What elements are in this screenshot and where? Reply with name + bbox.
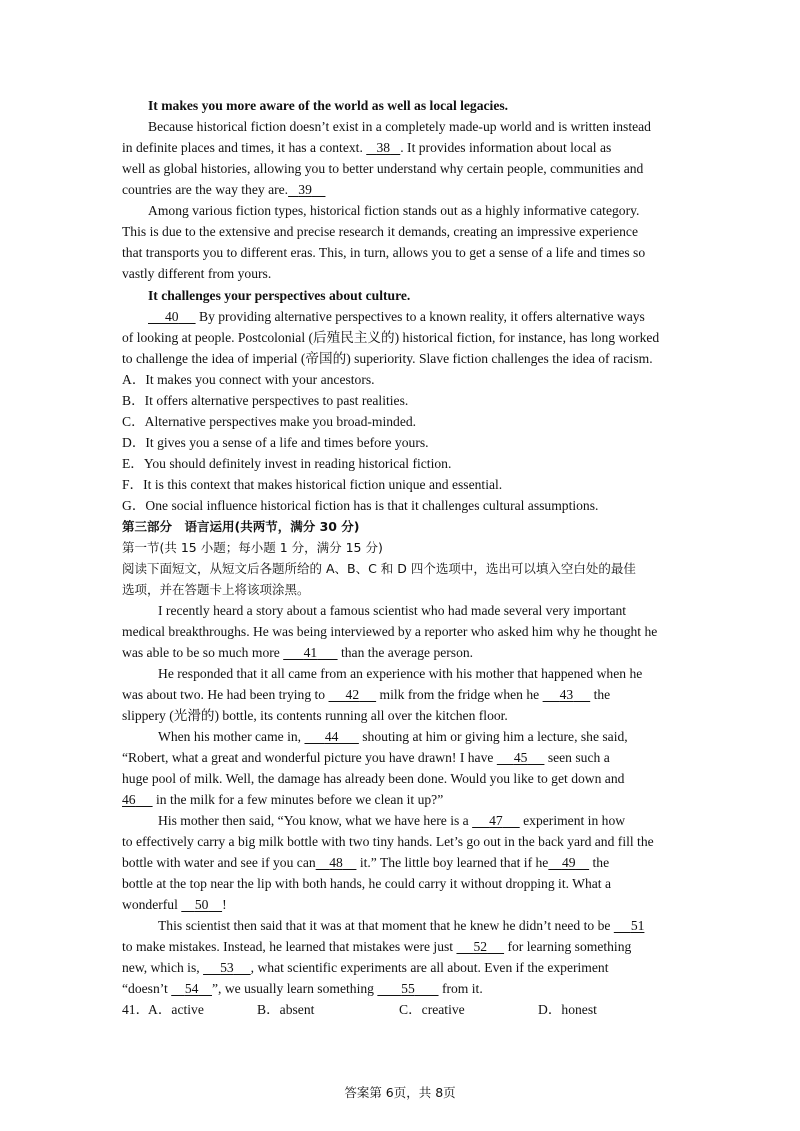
text-span: than the average person. xyxy=(340,645,474,660)
story-line xyxy=(158,916,718,936)
option-d: D．It gives you a sense of a life and times before yours. xyxy=(122,435,429,450)
option-a: A．It makes you connect with your ancestors. xyxy=(122,372,375,387)
page-footer: 答案第 6页，共 8页 xyxy=(344,1085,456,1100)
blank-40: 40 xyxy=(165,309,179,324)
text-span: ”, we usually learn something xyxy=(212,981,374,996)
text-span: bottle with water and see if you can xyxy=(122,855,316,870)
paragraph-line xyxy=(122,138,682,158)
text-span: , what scientific experiments are all about. Even if the experiment xyxy=(250,960,609,975)
text-span: ! xyxy=(222,897,227,912)
text-span: When his mother came in, xyxy=(158,729,302,744)
paragraph-line: Among various fiction types, historical fiction stands out as a highly informative category. xyxy=(148,203,640,218)
text-span: was able to be so much more xyxy=(122,645,280,660)
blank-43: 43 xyxy=(559,687,574,702)
question-41-option-b: B．absent xyxy=(257,1002,315,1017)
blank-45: 45 xyxy=(513,750,528,765)
story-line xyxy=(158,727,718,747)
option-b: B．It offers alternative perspectives to past realities. xyxy=(122,393,409,408)
question-41-number: 41． xyxy=(122,1002,150,1017)
blank-51: 51 xyxy=(630,918,645,933)
story-line: slippery (光滑的) bottle, its contents running all over the kitchen floor. xyxy=(122,708,508,723)
text-span: countries are the way they are. xyxy=(122,182,289,197)
instruction-line: 阅读下面短文，从短文后各题所给的 A、B、C 和 D 四个选项中，选出可以填入空白处的最佳 xyxy=(122,561,636,576)
text-span: milk from the fridge when he xyxy=(379,687,540,702)
text-span: experiment in how xyxy=(523,813,626,828)
text-span: shouting at him or giving him a lecture, she said, xyxy=(362,729,628,744)
paragraph-line xyxy=(148,307,708,327)
question-41-option-d: D．honest xyxy=(538,1002,597,1017)
text-span: new, which is, xyxy=(122,960,200,975)
story-line: huge pool of milk. Well, the damage has already been done. Would you like to get down and xyxy=(122,771,625,786)
blank-54: 54 xyxy=(184,981,199,996)
text-span: the xyxy=(593,687,611,702)
section-heading-legacies: It makes you more aware of the world as well as local legacies. xyxy=(148,98,509,113)
story-line: to effectively carry a big milk bottle with two tiny hands. Let’s go out in the back yard and fill the xyxy=(122,834,654,849)
story-line xyxy=(122,937,682,957)
option-e: E．You should definitely invest in reading historical fiction. xyxy=(122,456,452,471)
story-line xyxy=(122,853,682,873)
blank-38: 38 xyxy=(376,140,391,155)
paragraph-line: to challenge the idea of imperial (帝国的) superiority. Slave fiction challenges the idea of racism. xyxy=(122,351,653,366)
text-span: in definite places and times, it has a context. xyxy=(122,140,363,155)
text-span: was about two. He had been trying to xyxy=(122,687,326,702)
option-c: C．Alternative perspectives make you broad-minded. xyxy=(122,414,417,429)
paragraph-line: well as global histories, allowing you to better understand why certain people, communities and xyxy=(122,161,644,176)
story-line: medical breakthroughs. He was being interviewed by a reporter who asked him why he thought he xyxy=(122,624,658,639)
question-41-option-c: C．creative xyxy=(399,1002,465,1017)
blank-46: 46 xyxy=(122,792,136,807)
story-line: bottle at the top near the lip with both hands, he could carry it without dropping it. What a xyxy=(122,876,612,891)
part-title: 第三部分 语言运用(共两节，满分 30 分) xyxy=(122,519,360,534)
text-span: This scientist then said that it was at that moment that he knew he didn’t need to be xyxy=(158,918,611,933)
text-span: for learning something xyxy=(507,939,632,954)
text-span: wonderful xyxy=(122,897,178,912)
story-line xyxy=(122,790,682,810)
paragraph-line: that transports you to different eras. This, in turn, allows you to get a sense of a life and times so xyxy=(122,245,646,260)
blank-48: 48 xyxy=(329,855,343,870)
text-span: “Robert, what a great and wonderful picture you have drawn! I have xyxy=(122,750,494,765)
blank-39: 39 xyxy=(298,182,312,197)
question-41-option-a: A．active xyxy=(148,1002,204,1017)
option-f: F．It is this context that makes historical fiction unique and essential. xyxy=(122,477,503,492)
instruction-line: 选项，并在答题卡上将该项涂黑。 xyxy=(122,582,310,597)
paragraph-line: Because historical fiction doesn’t exist in a completely made-up world and is written instead xyxy=(148,119,651,134)
story-line xyxy=(122,895,682,915)
story-line xyxy=(122,685,682,705)
blank-50: 50 xyxy=(194,897,209,912)
text-span: seen such a xyxy=(547,750,610,765)
blank-47: 47 xyxy=(489,813,503,828)
paragraph-line: This is due to the extensive and precise research it demands, creating an impressive experience xyxy=(122,224,638,239)
blank-41: 41 xyxy=(303,645,318,660)
text-span: from it. xyxy=(441,981,483,996)
story-line xyxy=(122,643,682,663)
blank-55: 55 xyxy=(401,981,415,996)
paragraph-line xyxy=(122,180,682,200)
text-span: to make mistakes. Instead, he learned that mistakes were just xyxy=(122,939,454,954)
story-line xyxy=(158,811,718,831)
paragraph-line: of looking at people. Postcolonial (后殖民主义的) historical fiction, for instance, has long worked xyxy=(122,330,660,345)
blank-44: 44 xyxy=(324,729,339,744)
text-span: . It provides information about local as xyxy=(400,140,612,155)
story-line xyxy=(122,748,682,768)
story-line xyxy=(122,958,682,978)
option-g: G．One social influence historical fiction has is that it challenges cultural assumptions. xyxy=(122,498,599,513)
paragraph-line: vastly different from yours. xyxy=(122,266,272,281)
text-span: in the milk for a few minutes before we clean it up?” xyxy=(156,792,444,807)
story-line xyxy=(122,979,682,999)
section-title: 第一节(共 15 小题；每小题 1 分，满分 15 分) xyxy=(122,540,383,555)
blank-52: 52 xyxy=(473,939,488,954)
blank-49: 49 xyxy=(561,855,576,870)
text-span: His mother then said, “You know, what we have here is a xyxy=(158,813,469,828)
story-line: He responded that it all came from an experience with his mother that happened when he xyxy=(158,666,643,681)
text-span: it.” The little boy learned that if he xyxy=(359,855,549,870)
section-heading-culture: It challenges your perspectives about culture. xyxy=(148,288,411,303)
text-span: “doesn’t xyxy=(122,981,168,996)
text-span: By providing alternative perspectives to a known reality, it offers alternative ways xyxy=(199,309,645,324)
blank-42: 42 xyxy=(345,687,360,702)
text-span: the xyxy=(592,855,610,870)
blank-53: 53 xyxy=(220,960,234,975)
story-line: I recently heard a story about a famous scientist who had made several very important xyxy=(158,603,627,618)
